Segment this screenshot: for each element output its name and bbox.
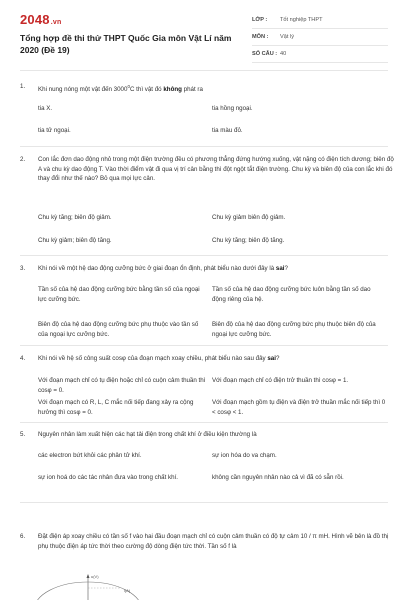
meta-row-count: SỐ CÂU : 40 <box>252 46 388 63</box>
option: Chu kỳ giảm; biên độ tăng. <box>38 237 112 244</box>
option: Tần số của hệ dao động cưỡng bức bằng tần số của ngoại lực cưỡng bức. <box>38 286 200 303</box>
option: sự ion hóa do va chạm. <box>212 452 277 459</box>
x-axis-label: i(A) <box>124 588 131 593</box>
divider <box>20 146 388 147</box>
question-text: Nguyên nhân làm xuất hiện các hạt tải điện trong chất khí ở điều kiện thường là <box>38 431 257 438</box>
option: Với đoạn mạch có R, L, C mắc nối tiếp đang xảy ra cộng hưởng thì cosφ = 0. <box>38 399 194 416</box>
option: Chu kỳ tăng; biên độ giảm. <box>38 214 112 221</box>
ui-graph-figure <box>30 566 170 600</box>
option: Biên độ của hệ dao động cưỡng bức phụ thuộc vào tần số của ngoại lực cưỡng bức. <box>38 321 199 338</box>
question-text: Khi nói về hệ số công suất cosφ của đoạn mạch xoay chiều, phát biểu nào sau đây sai? <box>38 355 280 362</box>
question-text: Khi nung nóng một vật đến 3000$^0$C thì vật đó không phát ra <box>38 84 203 94</box>
option: Chu kỳ tăng; biên độ tăng. <box>212 237 285 244</box>
option: không cần nguyên nhân nào cả vì đã có sẵn rồi. <box>212 474 344 481</box>
divider <box>20 255 388 256</box>
option: Biên độ của hệ dao động cưỡng bức phụ thuộc biên độ của ngoại lực cưỡng bức. <box>212 321 376 338</box>
option: tia màu đỏ. <box>212 127 243 134</box>
document-page: 2048.vn Tổng hợp đề thi thử THPT Quốc Gia môn Vật Lí năm 2020 (Đề 19) LỚP : Tốt nghiệp THPT MÔN : Vật lý SỐ CÂU : 40 1. Khi nung nóng một vật đến 3000$^0$C thì vật đó không phát ra tia X. tia hồng ngoại. tia tử ngoại. tia màu đỏ. 2. Con lắc đơn dao động nhỏ trong một điện trường đều có phương thẳng đứng hướng xuống, vật nặng có điện tích dương; biên độ A và chu kỳ dao động T. Vào thời điểm vật đi qua vị trí cân bằng thì đột ngột tắt điện trường. Chu kỳ và biên độ của con lắc khi đó thay đổi như thế nào? Bỏ qua mọi lực cản. Chu kỳ tăng; biên độ giảm. Chu kỳ giảm biên độ giảm. Chu kỳ giảm; biên độ tăng. Chu kỳ tăng; biên độ tăng. 3. Khi nói về một hệ dao động cưỡng bức ở giai đoạn ổn định, phát biểu nào dưới đây là sai? Tần số của hệ dao động cưỡng bức bằng tần số của ngoại lực cưỡng bức. Tần số của hệ dao động cưỡng bức luôn bằng tần số dao động riêng của hệ. Biên độ của hệ dao động cưỡng bức phụ thuộc vào tần số của ngoại lực cưỡng bức. Biên độ của hệ dao động cưỡng bức phụ thuộc biên độ của ngoại lực cưỡng bức. 4. Khi nói về hệ số công suất cosφ của đoạn mạch xoay chiều, phát biểu nào sau đây sai? Với đoạn mạch chỉ có tụ điện hoặc chỉ có cuộn cảm thuần thì cosφ = 0. Với đoạn mạch chỉ có điện trở thuần thì cosφ = 1. Với đoạn mạch có R, L, C mắc nối tiếp đang xảy ra cộng hưởng thì cosφ = 0. Với đoạn mạch gồm tụ điện và điện trở thuần mắc nối tiếp thì 0 < cosφ < 1. 5. Nguyên nhân làm xuất hiện các hạt tải điện trong chất khí ở điều kiện thường là các electron bứt khỏi các phân tử khí. sự ion hóa do va chạm. sự ion hoá do các tác nhân đưa vào trong chất khí. không cần nguyên nhân nào cả vì đã có sẵn rồi. 6. Đặt điện áp xoay chiều có tần số f vào hai đầu đoạn mạch chỉ có cuộn cảm thuần có độ tự cảm 10 / π mH. Hình vẽ bên là đồ thị phụ thuộc điện áp tức thời theo cường độ dòng điện tức thời. Tần số f là u(V) i(A) <box>0 0 400 600</box>
meta-info <box>252 12 388 63</box>
option: sự ion hoá do các tác nhân đưa vào trong chất khí. <box>38 474 179 481</box>
site-logo[interactable]: 2048.vn <box>20 12 62 27</box>
option: tia hồng ngoại. <box>212 105 253 112</box>
meta-row-subject: MÔN : Vật lý <box>252 29 388 46</box>
option: Với đoạn mạch chỉ có tụ điện hoặc chỉ có cuộn cảm thuần thì cosφ = 0. <box>38 377 206 394</box>
question-text: Đặt điện áp xoay chiều có tần số f vào hai đầu đoạn mạch chỉ có cuộn cảm thuần có độ tự cảm 10 / π mH. Hình vẽ bên là đồ thị phụ thuộc điện áp tức thời theo cường độ dòng điện tức thời. Tần số f là <box>38 533 389 550</box>
option: Tần số của hệ dao động cưỡng bức luôn bằng tần số dao động riêng của hệ. <box>212 286 371 303</box>
y-axis-label: u(V) <box>91 574 99 579</box>
divider <box>20 345 388 346</box>
divider <box>20 70 388 71</box>
divider <box>20 502 388 503</box>
option: các electron bứt khỏi các phân tử khí. <box>38 452 142 459</box>
option: Với đoạn mạch gồm tụ điện và điện trở thuần mắc nối tiếp thì 0 < cosφ < 1. <box>212 399 386 416</box>
option: Chu kỳ giảm biên độ giảm. <box>212 214 286 221</box>
option: tia X. <box>38 105 53 112</box>
option: Với đoạn mạch chỉ có điện trở thuần thì cosφ = 1. <box>212 377 349 384</box>
divider <box>20 422 388 423</box>
option: tia tử ngoại. <box>38 127 71 134</box>
y-axis-arrow <box>87 574 90 578</box>
question-text: Con lắc đơn dao động nhỏ trong một điện trường đều có phương thẳng đứng hướng xuống, vật nặng có điện tích dương; biên độ A và chu kỳ dao động T. Vào thời điểm vật đi qua vị trí cân bằng thì đột ngột tắt điện trường. Chu kỳ và biên độ của con lắc khi đó thay đổi như thế nào? Bỏ qua mọi lực cản. <box>38 156 394 183</box>
page-title: Tổng hợp đề thi thử THPT Quốc Gia môn Vật Lí năm 2020 (Đề 19) <box>20 33 232 55</box>
meta-row-class: LỚP : Tốt nghiệp THPT <box>252 12 388 29</box>
question-text: Khi nói về một hệ dao động cưỡng bức ở giai đoạn ổn định, phát biểu nào dưới đây là sai? <box>38 265 288 272</box>
